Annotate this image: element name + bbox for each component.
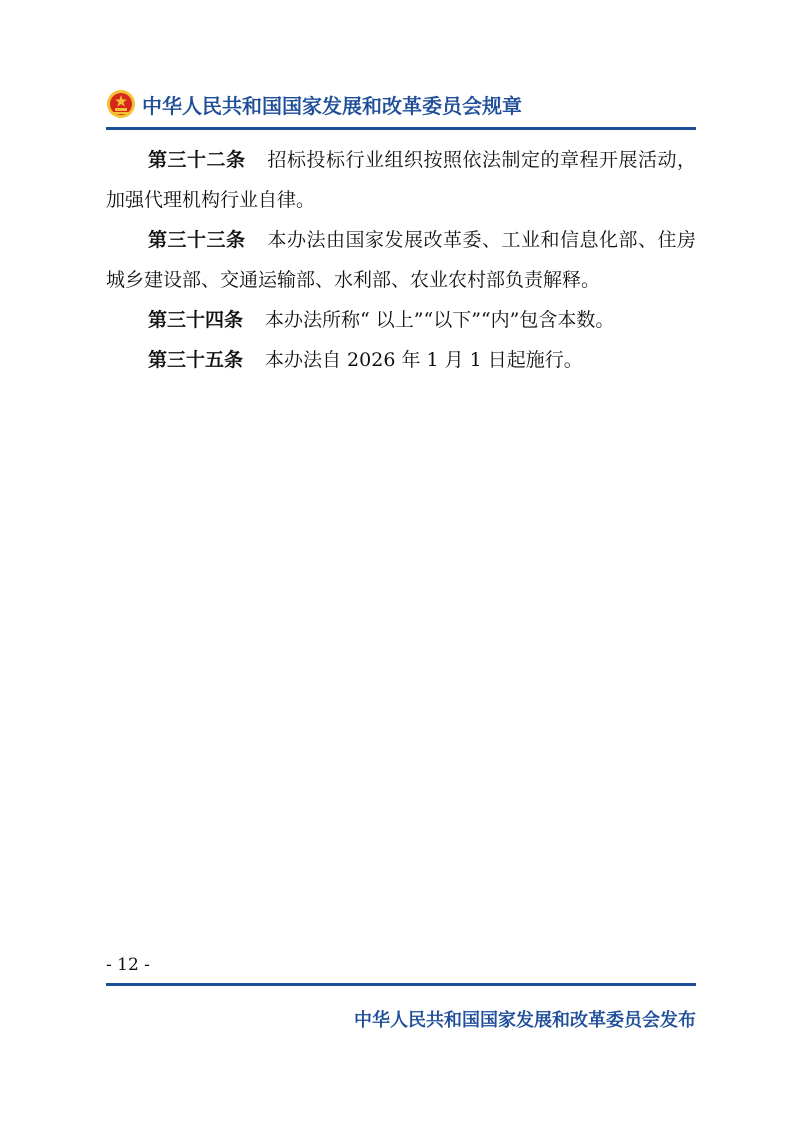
article-34 xyxy=(106,300,696,340)
header-title: 中华人民共和国国家发展和改革委员会规章 xyxy=(142,93,522,118)
document-body xyxy=(106,140,696,380)
article-number: 第三十五条 xyxy=(148,349,244,371)
article-32 xyxy=(106,140,696,220)
footer-publisher: 中华人民共和国国家发展和改革委员会发布 xyxy=(354,1010,696,1031)
article-number: 第三十四条 xyxy=(148,309,244,331)
article-number: 第三十三条 xyxy=(148,229,246,251)
header-divider xyxy=(106,127,696,130)
article-number: 第三十二条 xyxy=(148,149,246,171)
article-33 xyxy=(106,220,696,300)
footer-divider xyxy=(106,983,696,986)
article-text: 本办法所称“ 以上”“以下”“内”包含本数。 xyxy=(265,309,615,331)
page-header xyxy=(106,84,522,124)
article-text: 招标投标行业组织按照依法制定的章程开展活动，加强代理机构行业自律。 xyxy=(106,149,696,211)
article-35 xyxy=(106,340,696,380)
national-emblem-icon xyxy=(106,89,136,119)
page-number: - 12 - xyxy=(106,955,150,975)
article-text: 本办法由国家发展改革委、工业和信息化部、住房城乡建设部、交通运输部、水利部、农业农村部负责解释。 xyxy=(106,229,696,291)
article-text: 本办法自 2026 年 1 月 1 日起施行。 xyxy=(265,349,583,371)
